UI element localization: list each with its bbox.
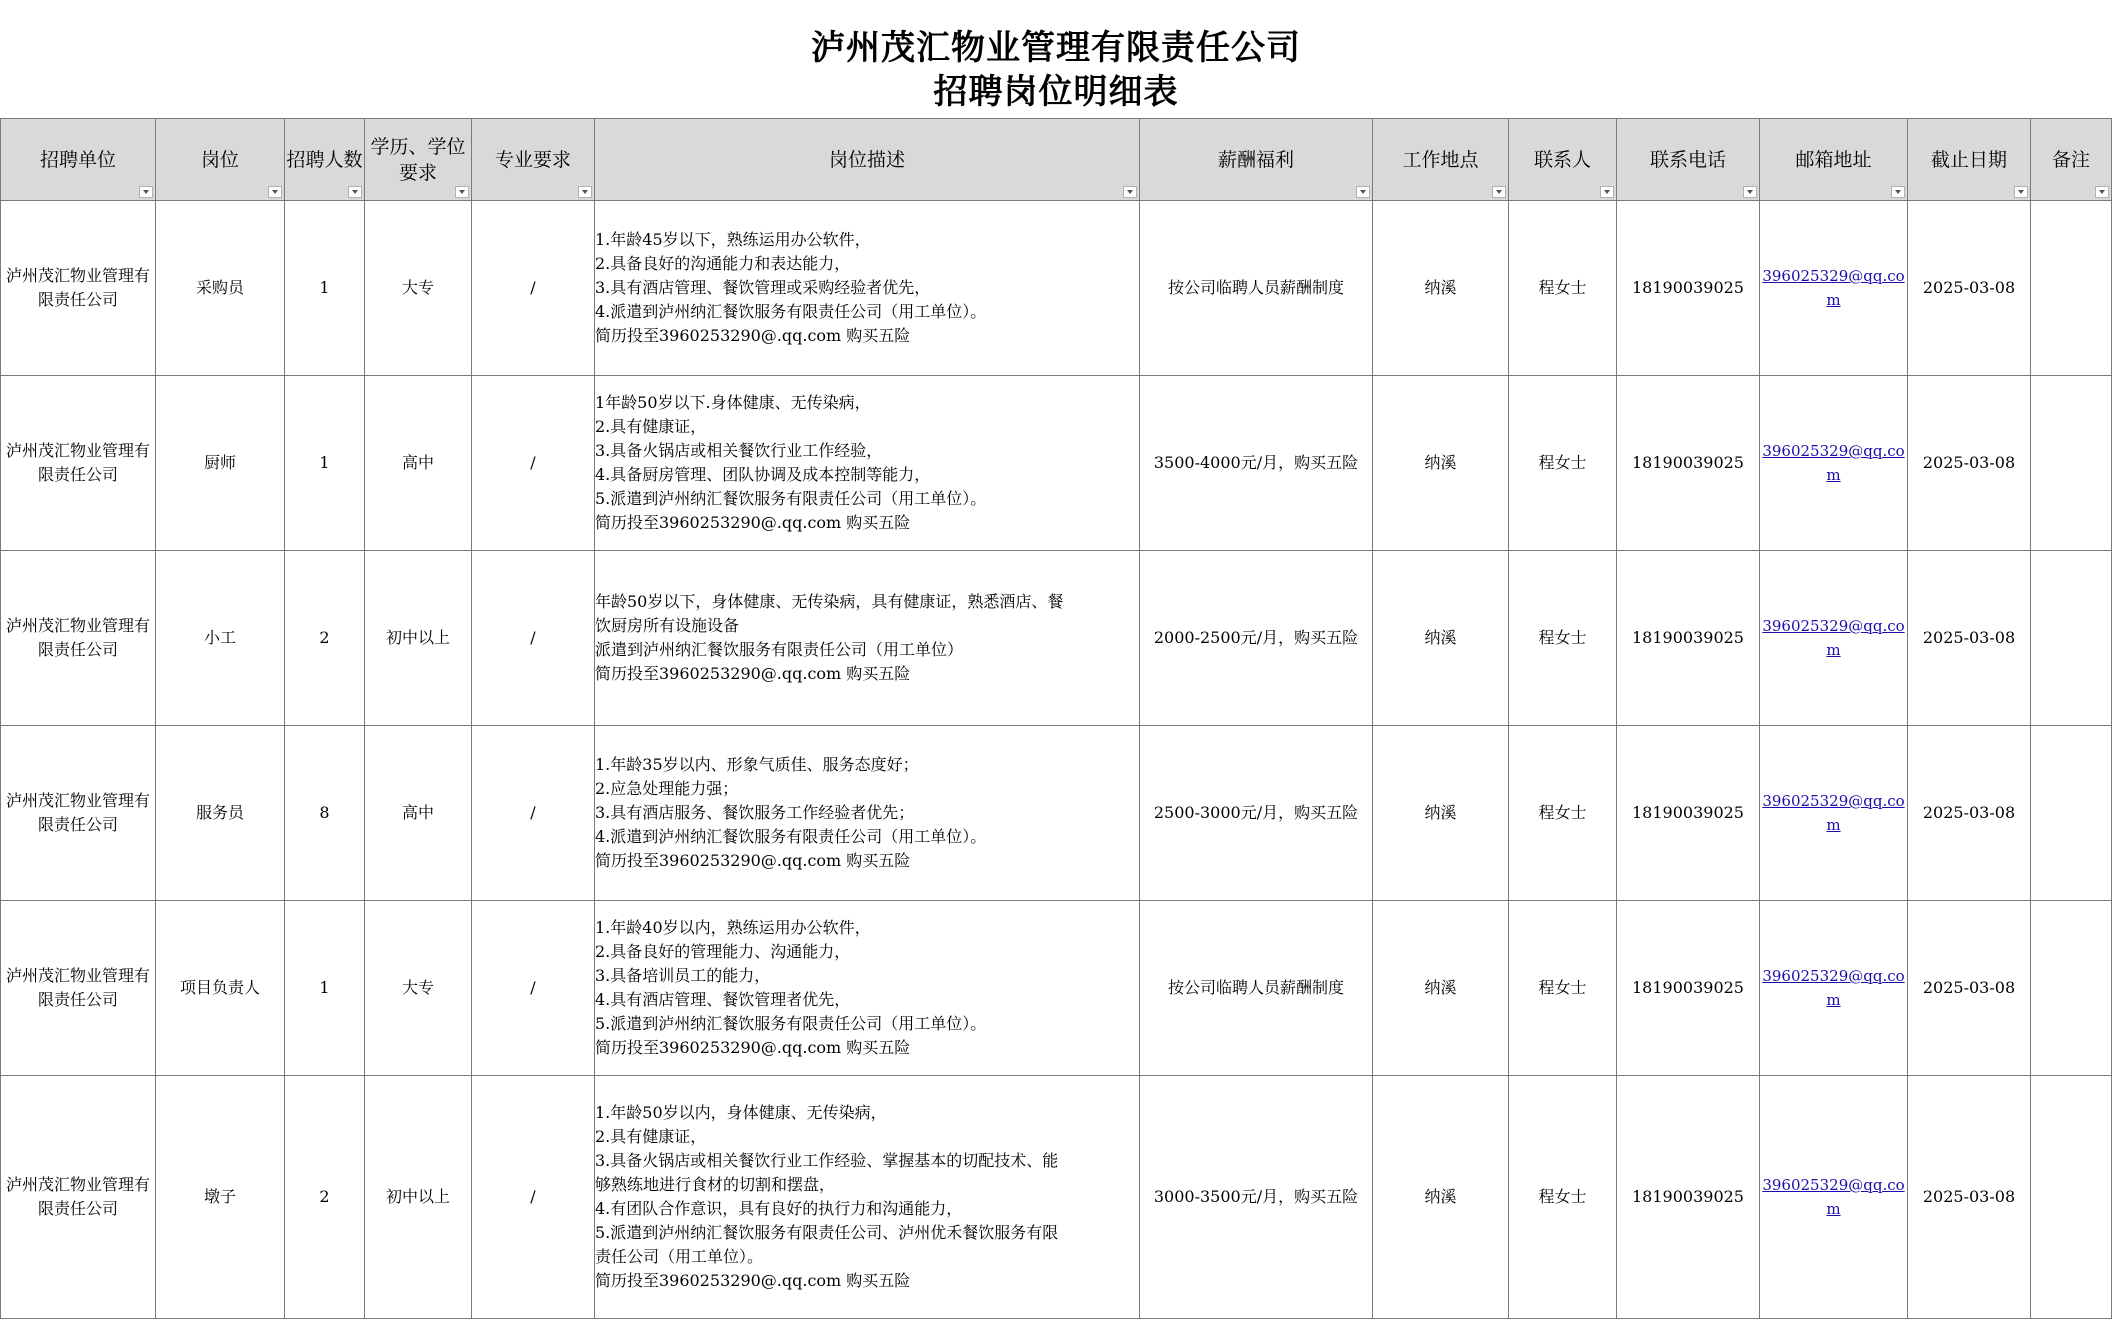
filter-dropdown-icon[interactable] — [1743, 186, 1757, 198]
header-location — [1373, 119, 1509, 201]
cell-description — [595, 726, 1140, 901]
cell-phone: 18190039025 — [1617, 901, 1760, 1076]
header-phone — [1617, 119, 1760, 201]
cell-major: / — [472, 376, 595, 551]
cell-salary: 2500-3000元/月，购买五险 — [1140, 726, 1373, 901]
cell-unit: 泸州茂汇物业管理有限责任公司 — [1, 376, 156, 551]
cell-description — [595, 376, 1140, 551]
header-contact — [1509, 119, 1617, 201]
header-row — [1, 119, 2112, 201]
sheet-title — [0, 0, 2112, 118]
title-company: 泸州茂汇物业管理有限责任公司 — [811, 28, 1301, 68]
cell-deadline: 2025-03-08 — [1908, 1076, 2031, 1319]
cell-salary: 3000-3500元/月，购买五险 — [1140, 1076, 1373, 1319]
filter-dropdown-icon[interactable] — [1123, 186, 1137, 198]
cell-major: / — [472, 201, 595, 376]
cell-deadline: 2025-03-08 — [1908, 726, 2031, 901]
cell-salary: 3500-4000元/月，购买五险 — [1140, 376, 1373, 551]
cell-position: 墩子 — [156, 1076, 285, 1319]
header-count — [285, 119, 365, 201]
cell-email — [1760, 201, 1908, 376]
cell-email — [1760, 376, 1908, 551]
header-label: 工作地点 — [1402, 148, 1479, 171]
cell-deadline: 2025-03-08 — [1908, 551, 2031, 726]
filter-dropdown-icon[interactable] — [1891, 186, 1905, 198]
filter-dropdown-icon[interactable] — [2014, 186, 2028, 198]
header-label: 邮箱地址 — [1795, 148, 1872, 171]
filter-dropdown-icon[interactable] — [139, 186, 153, 198]
description-line: 4.派遣到泸州纳汇餐饮服务有限责任公司（用工单位）。 — [595, 827, 987, 846]
cell-description — [595, 1076, 1140, 1319]
cell-contact: 程女士 — [1509, 376, 1617, 551]
cell-email — [1760, 901, 1908, 1076]
header-label: 截止日期 — [1930, 148, 2007, 171]
cell-deadline: 2025-03-08 — [1908, 901, 2031, 1076]
title-subtitle: 招聘岗位明细表 — [933, 72, 1179, 112]
cell-contact: 程女士 — [1509, 1076, 1617, 1319]
cell-count: 1 — [285, 201, 365, 376]
description-line: 1.年龄50岁以内，身体健康、无传染病， — [595, 1103, 887, 1122]
description-line: 4.派遣到泸州纳汇餐饮服务有限责任公司（用工单位）。 — [595, 302, 987, 321]
cell-salary: 2000-2500元/月，购买五险 — [1140, 551, 1373, 726]
cell-remarks — [2031, 901, 2112, 1076]
cell-deadline: 2025-03-08 — [1908, 376, 2031, 551]
cell-location: 纳溪 — [1373, 201, 1509, 376]
cell-email — [1760, 551, 1908, 726]
cell-location: 纳溪 — [1373, 1076, 1509, 1319]
table-row — [1, 901, 2112, 1076]
cell-unit: 泸州茂汇物业管理有限责任公司 — [1, 551, 156, 726]
description-line: 派遣到泸州纳汇餐饮服务有限责任公司（用工单位） — [595, 640, 964, 659]
cell-major: / — [472, 726, 595, 901]
header-label: 薪酬福利 — [1217, 148, 1294, 171]
cell-unit: 泸州茂汇物业管理有限责任公司 — [1, 201, 156, 376]
description-line: 5.派遣到泸州纳汇餐饮服务有限责任公司、泸州优禾餐饮服务有限 — [595, 1223, 1059, 1242]
description-line: 简历投至3960253290@.qq.com 购买五险 — [595, 1271, 911, 1290]
cell-position: 服务员 — [156, 726, 285, 901]
cell-contact: 程女士 — [1509, 551, 1617, 726]
email-link[interactable]: 396025329@qq.com — [1762, 617, 1905, 659]
description-line: 简历投至3960253290@.qq.com 购买五险 — [595, 1038, 911, 1057]
cell-education: 大专 — [365, 201, 472, 376]
cell-remarks — [2031, 1076, 2112, 1319]
cell-description — [595, 551, 1140, 726]
cell-count: 2 — [285, 551, 365, 726]
filter-dropdown-icon[interactable] — [455, 186, 469, 198]
filter-dropdown-icon[interactable] — [1600, 186, 1614, 198]
table-row — [1, 551, 2112, 726]
header-major — [472, 119, 595, 201]
cell-count: 2 — [285, 1076, 365, 1319]
description-line: 3.具有酒店管理、餐饮管理或采购经验者优先， — [595, 278, 931, 297]
recruitment-table — [0, 118, 2112, 1319]
header-label: 联系电话 — [1649, 148, 1726, 171]
header-label: 联系人 — [1533, 148, 1591, 171]
cell-location: 纳溪 — [1373, 901, 1509, 1076]
header-label: 学历、学位要求 — [370, 135, 466, 184]
cell-location: 纳溪 — [1373, 551, 1509, 726]
cell-remarks — [2031, 726, 2112, 901]
cell-location: 纳溪 — [1373, 376, 1509, 551]
table-row — [1, 1076, 2112, 1319]
table-row — [1, 376, 2112, 551]
cell-major: / — [472, 551, 595, 726]
header-label: 备注 — [2051, 148, 2090, 171]
description-line: 简历投至3960253290@.qq.com 购买五险 — [595, 664, 911, 683]
cell-count: 1 — [285, 376, 365, 551]
description-line: 责任公司（用工单位）。 — [595, 1247, 764, 1266]
cell-phone: 18190039025 — [1617, 201, 1760, 376]
cell-salary: 按公司临聘人员薪酬制度 — [1140, 901, 1373, 1076]
cell-education: 初中以上 — [365, 551, 472, 726]
cell-contact: 程女士 — [1509, 201, 1617, 376]
cell-count: 1 — [285, 901, 365, 1076]
header-label: 招聘单位 — [39, 148, 116, 171]
cell-education: 高中 — [365, 726, 472, 901]
header-deadline — [1908, 119, 2031, 201]
header-email — [1760, 119, 1908, 201]
filter-dropdown-icon[interactable] — [1356, 186, 1370, 198]
cell-remarks — [2031, 551, 2112, 726]
cell-description — [595, 201, 1140, 376]
description-line: 2.应急处理能力强； — [595, 779, 739, 798]
cell-position: 厨师 — [156, 376, 285, 551]
description-line: 1.年龄35岁以内、形象气质佳、服务态度好； — [595, 755, 919, 774]
cell-phone: 18190039025 — [1617, 1076, 1760, 1319]
email-link[interactable]: 396025329@qq.com — [1762, 442, 1905, 484]
cell-remarks — [2031, 376, 2112, 551]
header-label: 岗位描述 — [828, 148, 905, 171]
email-link[interactable]: 396025329@qq.com — [1762, 967, 1905, 1009]
email-link[interactable]: 396025329@qq.com — [1762, 1176, 1905, 1218]
description-line: 简历投至3960253290@.qq.com 购买五险 — [595, 513, 911, 532]
filter-dropdown-icon[interactable] — [348, 186, 362, 198]
cell-phone: 18190039025 — [1617, 376, 1760, 551]
table-row — [1, 201, 2112, 376]
cell-position: 采购员 — [156, 201, 285, 376]
cell-contact: 程女士 — [1509, 726, 1617, 901]
cell-description — [595, 901, 1140, 1076]
header-salary — [1140, 119, 1373, 201]
header-label: 专业要求 — [494, 148, 571, 171]
description-line: 2.具备良好的沟通能力和表达能力， — [595, 254, 851, 273]
description-line: 2.具有健康证， — [595, 1127, 707, 1146]
header-remarks — [2031, 119, 2112, 201]
header-label: 岗位 — [200, 148, 239, 171]
filter-dropdown-icon[interactable] — [578, 186, 592, 198]
description-line: 4.具有酒店管理、餐饮管理者优先， — [595, 990, 851, 1009]
cell-education: 初中以上 — [365, 1076, 472, 1319]
header-label: 招聘人数 — [286, 148, 363, 171]
cell-position: 项目负责人 — [156, 901, 285, 1076]
cell-email — [1760, 1076, 1908, 1319]
cell-unit: 泸州茂汇物业管理有限责任公司 — [1, 1076, 156, 1319]
table-body — [1, 201, 2112, 1319]
description-line: 2.具有健康证， — [595, 417, 707, 436]
description-line: 简历投至3960253290@.qq.com 购买五险 — [595, 851, 911, 870]
email-link[interactable]: 396025329@qq.com — [1762, 792, 1905, 834]
description-line: 年龄50岁以下，身体健康、无传染病，具有健康证，熟悉酒店、餐 — [595, 592, 1064, 611]
email-link[interactable]: 396025329@qq.com — [1762, 267, 1905, 309]
description-line: 4.有团队合作意识，具有良好的执行力和沟通能力， — [595, 1199, 963, 1218]
description-line: 3.具备培训员工的能力， — [595, 966, 771, 985]
cell-major: / — [472, 1076, 595, 1319]
filter-dropdown-icon[interactable] — [1492, 186, 1506, 198]
cell-phone: 18190039025 — [1617, 551, 1760, 726]
cell-unit: 泸州茂汇物业管理有限责任公司 — [1, 901, 156, 1076]
description-line: 简历投至3960253290@.qq.com 购买五险 — [595, 326, 911, 345]
description-line: 4.具备厨房管理、团队协调及成本控制等能力， — [595, 465, 931, 484]
header-description — [595, 119, 1140, 201]
cell-major: / — [472, 901, 595, 1076]
description-line: 5.派遣到泸州纳汇餐饮服务有限责任公司（用工单位）。 — [595, 1014, 987, 1033]
filter-dropdown-icon[interactable] — [2095, 186, 2109, 198]
cell-deadline: 2025-03-08 — [1908, 201, 2031, 376]
description-line: 3.具备火锅店或相关餐饮行业工作经验， — [595, 441, 883, 460]
description-line: 2.具备良好的管理能力、沟通能力， — [595, 942, 851, 961]
description-line: 3.具有酒店服务、餐饮服务工作经验者优先； — [595, 803, 915, 822]
cell-unit: 泸州茂汇物业管理有限责任公司 — [1, 726, 156, 901]
cell-count: 8 — [285, 726, 365, 901]
cell-salary: 按公司临聘人员薪酬制度 — [1140, 201, 1373, 376]
header-position — [156, 119, 285, 201]
description-line: 1.年龄45岁以下，熟练运用办公软件， — [595, 230, 871, 249]
description-line: 3.具备火锅店或相关餐饮行业工作经验、掌握基本的切配技术、能 — [595, 1151, 1059, 1170]
description-line: 1.年龄40岁以内，熟练运用办公软件， — [595, 918, 871, 937]
cell-phone: 18190039025 — [1617, 726, 1760, 901]
description-line: 1年龄50岁以下.身体健康、无传染病， — [595, 393, 871, 412]
description-line: 够熟练地进行食材的切割和摆盘， — [595, 1175, 836, 1194]
description-line: 饮厨房所有设施设备 — [595, 616, 740, 635]
cell-location: 纳溪 — [1373, 726, 1509, 901]
cell-remarks — [2031, 201, 2112, 376]
cell-contact: 程女士 — [1509, 901, 1617, 1076]
header-education — [365, 119, 472, 201]
cell-education: 高中 — [365, 376, 472, 551]
cell-email — [1760, 726, 1908, 901]
description-line: 5.派遣到泸州纳汇餐饮服务有限责任公司（用工单位）。 — [595, 489, 987, 508]
filter-dropdown-icon[interactable] — [268, 186, 282, 198]
cell-education: 大专 — [365, 901, 472, 1076]
cell-position: 小工 — [156, 551, 285, 726]
header-unit — [1, 119, 156, 201]
table-row — [1, 726, 2112, 901]
